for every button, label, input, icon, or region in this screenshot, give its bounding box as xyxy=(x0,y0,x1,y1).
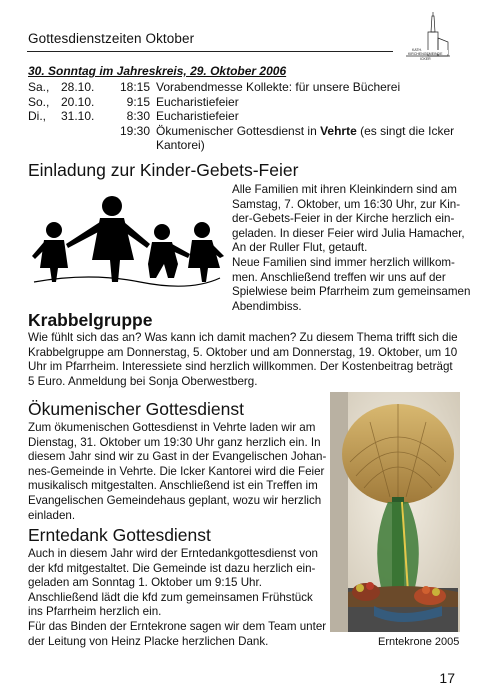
text-line: musikalisch mitgestalten. Anschließend ist ein Treffen im xyxy=(28,479,318,493)
schedule-desc-pre: Ökumenischer Gottesdienst in xyxy=(156,123,321,138)
erntedank-heading: Erntedank Gottesdienst xyxy=(28,525,211,545)
text-line: ins Pfarrheim herzlich ein. xyxy=(28,605,162,619)
text-line: geladen am Sonntag 1. Oktober um 9:15 Uhr. xyxy=(28,576,262,590)
kinder-text xyxy=(232,183,470,314)
text-line: nes-Gemeinde in Vehrte. Die Icker Kantorei wird die Feier xyxy=(28,464,325,478)
schedule-desc: Vorabendmesse Kollekte: für unsere Bücherei xyxy=(156,80,401,94)
text-line: Spielwiese beim Pfarrheim zum gemeinsamen xyxy=(232,285,471,299)
schedule-desc: Eucharistiefeier xyxy=(156,109,239,123)
schedule-time: 19:30 xyxy=(119,123,150,138)
logo-text-3: ICKER xyxy=(420,57,431,61)
harvest-crown-image xyxy=(330,392,460,632)
text-line: Dienstag, 31. Oktober um 19:30 Uhr ganz herzlich ein. In xyxy=(28,435,321,449)
text-line: einladen. xyxy=(28,508,76,522)
schedule-row xyxy=(28,80,468,95)
schedule-heading: 30. Sonntag im Jahreskreis, 29. Oktober 2006 xyxy=(28,64,287,78)
text-line: diesem Jahr sind wir zu Gast in der Evangelischen Johan- xyxy=(28,450,327,464)
kinder-heading: Einladung zur Kinder-Gebets-Feier xyxy=(28,160,299,180)
text-line: Evangelischen Gemeindehaus geplant, wozu wir herzlich xyxy=(28,493,322,507)
schedule-desc-post: (es singt die Icker xyxy=(356,123,455,138)
schedule-date: 20.10. xyxy=(61,94,95,109)
schedule-time: 18:15 xyxy=(119,80,150,94)
krabbel-text xyxy=(28,331,458,389)
schedule-day: So., xyxy=(28,94,50,109)
text-line: Alle Familien mit ihren Kleinkindern sind am xyxy=(232,183,457,196)
text-line: der-Gebets-Feier in der Kirche herzlich ein- xyxy=(232,212,455,226)
schedule-desc-cont: Kantorei) xyxy=(156,138,205,152)
text-line: Samstag, 7. Oktober, um 16:30 Uhr, zur Kin- xyxy=(232,197,461,211)
text-line: Anschließend lädt die kfd zum gemeinsamen Frühstück xyxy=(28,590,313,604)
text-line: geladen. In dieser Feier wird Julia Hamacher, xyxy=(232,226,465,240)
schedule-row xyxy=(28,124,468,139)
text-line: Abendimbiss. xyxy=(232,299,302,313)
text-line: Krabbelgruppe am Donnerstag, 5. Oktober und am Donnerstag, 19. Oktober, um 10 xyxy=(28,345,458,359)
schedule-row xyxy=(28,95,468,110)
photo-caption: Erntekrone 2005 xyxy=(378,636,460,648)
children-holding-hands-illustration xyxy=(30,190,225,290)
logo-text-1: KATH. xyxy=(412,48,423,52)
text-line: Neue Familien sind immer herzlich willkom- xyxy=(232,255,455,269)
page-header-title: Gottesdienstzeiten Oktober xyxy=(28,31,195,46)
oekumene-text xyxy=(28,421,326,523)
text-line: 5 Euro. Anmeldung bei Sonja Oberwestberg. xyxy=(28,374,258,388)
krabbel-heading: Krabbelgruppe xyxy=(28,310,153,330)
text-line: der kfd mitgestaltet. Die Gemeinde ist dazu herzlich ein- xyxy=(28,561,316,575)
logo-text-2: KIRCHENGEMEINDE xyxy=(408,52,443,56)
schedule-day: Di., xyxy=(28,109,46,123)
schedule-date: 31.10. xyxy=(61,109,95,123)
schedule-time: 8:30 xyxy=(126,109,150,123)
schedule-desc xyxy=(156,124,454,139)
schedule-desc-bold: Vehrte xyxy=(320,123,357,138)
schedule-row xyxy=(28,109,468,124)
text-line: Uhr im Pfarrheim. Interessiete sind herzlich willkommen. Der Kostenbeitrag beträgt xyxy=(28,360,453,374)
schedule-date: 28.10. xyxy=(61,80,95,94)
text-line: men. Anschließend treffen wir uns auf der xyxy=(232,270,446,284)
church-logo xyxy=(404,12,452,62)
oekumene-heading: Ökumenischer Gottesdienst xyxy=(28,399,244,419)
page-number: 17 xyxy=(439,670,455,686)
text-line: Zum ökumenischen Gottesdienst in Vehrte laden wir am xyxy=(28,421,316,434)
text-line: Für das Binden der Erntekrone sagen wir dem Team unter xyxy=(28,619,327,633)
schedule-row-continued xyxy=(28,138,468,153)
text-line: der Leitung von Heinz Placke herzlichen Dank. xyxy=(28,634,269,648)
text-line: Auch in diesem Jahr wird der Erntedankgottesdienst von xyxy=(28,547,319,560)
header-rule xyxy=(27,51,393,52)
schedule-day: Sa., xyxy=(28,80,50,94)
text-line: Wie fühlt sich das an? Was kann ich damit machen? Zu diesem Thema trifft sich die xyxy=(28,331,458,344)
schedule-time: 9:15 xyxy=(126,94,150,109)
erntekrone-photo xyxy=(330,392,460,632)
schedule-desc: Eucharistiefeier xyxy=(156,94,239,109)
erntedank-text xyxy=(28,547,326,649)
schedule-table xyxy=(28,80,468,153)
text-line: An der Ruller Flut, getauft. xyxy=(232,241,368,255)
